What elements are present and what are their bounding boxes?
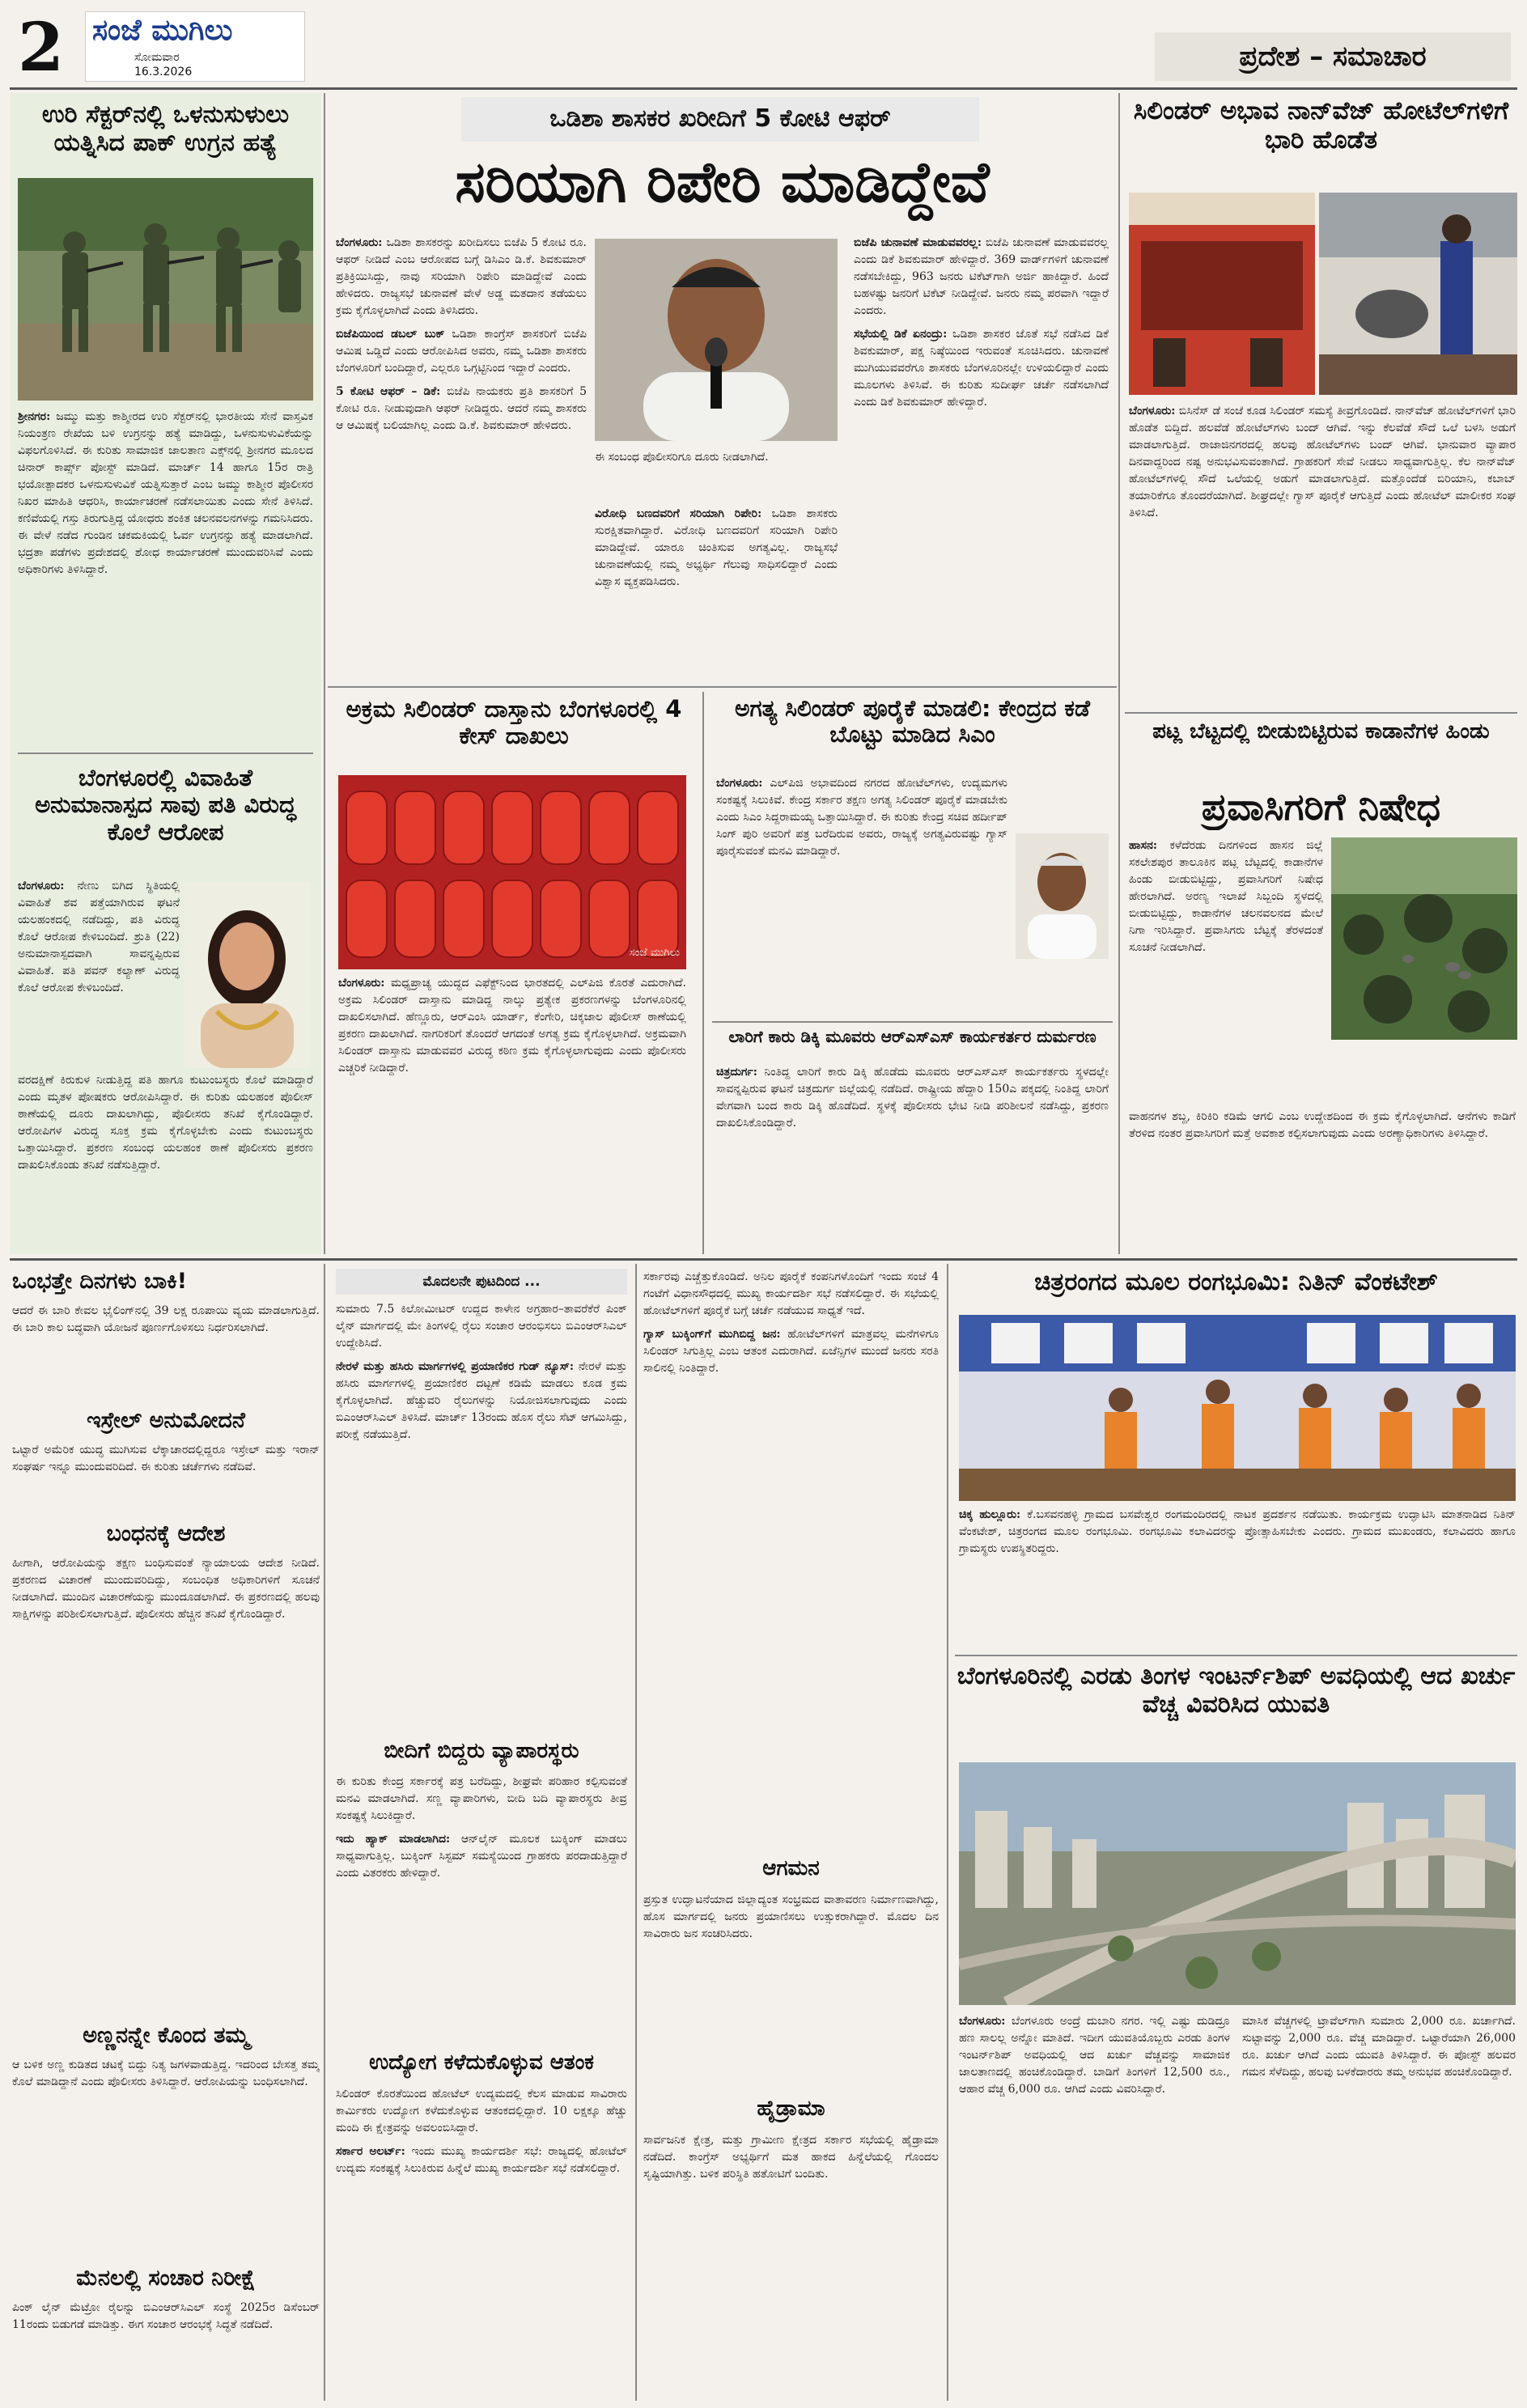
wife-death-body-top: ನೇಣು ಬಿಗಿದ ಸ್ಥಿತಿಯಲ್ಲಿ ವಿವಾಹಿತೆ ಶವ ಪತ್ತೆಯಾಗಿರುವ ಘಟನೆ ಯಲಹಂಕದಲ್ಲಿ ನಡೆದಿದ್ದು, ಪತಿ ವಿರುದ್ಧ ಕೊಲೆ ಆರೋಪ ಕೇಳಿಬಂದಿದೆ. ಶ್ರುತಿ (22) ಅನುಮಾನಾಸ್ಪದವಾಗಿ ಸಾವನ್ನಪ್ಪಿರುವ ವಿವಾಹಿತೆ. ಪತಿ ಪವನ್ ಕಲ್ಯಾಣ್ ವಿರುದ್ಧ ಕೊಲೆ ಆರೋಪ ಕೇಳಿಬಂದಿದೆ. (18, 880, 180, 994)
lead-column-2 (595, 506, 838, 680)
lead-col1b-text: ಒಡಿಶಾ ಕಾಂಗ್ರೆಸ್ ಶಾಸಕರಿಗೆ ಬಿಜೆಪಿ ಆಮಿಷ ಒಡ್ಡಿದೆ ಎಂದು ಆರೋಪಿಸಿದ ಅವರು, ನಮ್ಮ ಒಡಿಶಾ ಶಾಸಕರು ಬೆಂಗಳೂರಿಗೆ ಬಂದಿದ್ದಾರೆ, ಎಲ್ಲರೂ ಒಗ್ಗಟ್ಟಿನಿಂದ ಇದ್ದಾರೆ ಎಂದರು. (336, 328, 587, 375)
city-illustration (959, 1762, 1516, 2005)
wife-death-headline: ಬೆಂಗಳೂರಲ್ಲಿ ವಿವಾಹಿತೆ ಅನುಮಾನಾಸ್ಪದ ಸಾವು ಪತಿ ವಿರುದ್ಧ ಕೊಲೆ ಆರೋಪ (35, 765, 296, 846)
intern-body-2: ಮಾಸಿಕ ವೆಚ್ಚಗಳಲ್ಲಿ ಟ್ರಾವೆಲ್‌ಗಾಗಿ ಸುಮಾರು 2,000 ರೂ. ಖರ್ಚಾಗಿದೆ. ಸುಟ್ಟಾವನ್ನು 2,000 ರೂ. ವೆಚ್ಚ ಮಾಡಿದ್ದಾರೆ. ಒಟ್ಟಾರೆಯಾಗಿ 26,000 ರೂ. ಖರ್ಚು ಆಗಿದೆ ಎಂದು ಯುವತಿ ತಿಳಿಸಿದ್ದಾರೆ. ಈ ಪೋಸ್ಟ್ ಹಲವರ ಗಮನ ಸೆಳೆದಿದ್ದು, ಹಲವು ಬಳಕೆದಾರರು ತಮ್ಮ ಅನುಭವ ಹಂಚಿಕೊಂಡಿದ್ದಾರೆ. (1242, 2015, 1516, 2079)
theatre-event-photo (959, 1315, 1516, 1501)
logo-left-word: ಸಂಜೆ (92, 14, 142, 47)
lead-col2-text: ಒಡಿಶಾ ಶಾಸಕರು ಸುರಕ್ಷಿತವಾಗಿದ್ದಾರೆ. ವಿರೋಧಿ ಬಣದವರಿಗೆ ಸರಿಯಾಗಿ ರಿಪೇರಿ ಮಾಡಿದ್ದೇವೆ. ಯಾರೂ ಚಿಂತಿಸುವ ಅಗತ್ಯವಿಲ್ಲ. ರಾಜ್ಯಸಭೆ ಚುನಾವಣೆಯಲ್ಲಿ ನಮ್ಮ ಅಭ್ಯರ್ಥಿ ಗೆಲುವು ಸಾಧಿಸಲಿದ್ದಾರೆ ಎಂದು ವಿಶ್ವಾಸ ವ್ಯಕ್ತಪಡಿಸಿದರು. (595, 507, 838, 588)
intern-body (959, 2013, 1230, 2402)
cylinder-cases-headline: ಅಕ್ರಮ ಸಿಲಿಂಡರ್ ದಾಸ್ತಾನು ಬೆಂಗಳೂರಲ್ಲಿ 4 ಕೇಸ್ ದಾಖಲು (346, 696, 682, 750)
theatre-headline: ಚಿತ್ರರಂಗದ ಮೂಲ ರಂಗಭೂಮಿ: ನಿತಿನ್ ವೆಂಕಟೇಶ್ (1034, 1269, 1438, 1296)
vendors-s2: ಇದು ಹ್ಯಾಕ್ ಮಾಡಲಾಗಿದ: (336, 1833, 451, 1846)
elephants-small-headline: ಪಟ್ಲ ಬೆಟ್ಟದಲ್ಲಿ ಬೀಡುಬಿಟ್ಟಿರುವ ಕಾಡಾನೆಗಳ ಹಿಂಡು (1152, 720, 1490, 744)
column-rule (702, 692, 704, 1254)
lead-column-3 (854, 235, 1109, 680)
lead-col3-text: ಬಿಜೆಪಿ ಚುನಾವಣೆ ಮಾಡುವವರಲ್ಲ ಎಂದು ಡಿಕೆ ಶಿವಕುಮಾರ್ ಹೇಳಿದ್ದಾರೆ. 369 ವಾರ್ಡ್‌ಗಳಿಗೆ ಚುನಾವಣೆ ನಡೆಸಬೇಕಿದ್ದು, 963 ಜನರು ಟಿಕೆಟ್‌ಗಾಗಿ ಅರ್ಜಿ ಹಾಕಿದ್ದಾರೆ. ಹಿಂದೆ ಬಹಳಷ್ಟು ಜನರಿಗೆ ಟಿಕೆಟ್ ನೀಡಿದ್ದೇವೆ. ಜನರು ನಮ್ಮ ಪರವಾಗಿ ಇದ್ದಾರೆ ಎಂದರು. (854, 236, 1109, 317)
hotels-text: ಬಿಸಿನೆಸ್ ಡೆ ಸಂಜೆ ಕೂಡ ಸಿಲಿಂಡರ್ ಸಮಸ್ಯೆ ತೀವ್ರಗೊಂಡಿದೆ. ನಾನ್‌ವೆಜ್ ಹೋಟೆಲ್‌ಗಳಿಗೆ ಭಾರಿ ಹೊಡೆತ ಬಿದ್ದಿದೆ. ಹಲವೆಡೆ ಹೋಟೆಲ್‌ಗಳು ಬಂದ್ ಆಗಿವೆ. ಇನ್ನು ಕೆಲವೆಡೆ ಸೌದೆ ಒಲೆ ಬಳಸಿ ಅಡುಗೆ ಮಾಡಲಾಗುತ್ತಿದೆ. ರಾಜಾಜಿನಗರದಲ್ಲಿ ಹಲವು ಹೋಟೆಲ್‌ಗಳು ಬಂದ್ ಆಗಿವೆ. ಭಾನುವಾರ ವ್ಯಾಪಾರ ದಿನವಾದ್ದರಿಂದ ನಷ್ಟ ಅನುಭವಿಸುವಂತಾಗಿದೆ. ಗ್ರಾಹಕರಿಗೆ ಸೇವೆ ನೀಡಲು ಸಾಧ್ಯವಾಗುತ್ತಿಲ್ಲ. ಕೆಲ ನಾನ್‌ವೆಜ್ ಹೋಟೆಲ್‌ಗಳಲ್ಲಿ ಸೌದೆ ಒಲೆಯಲ್ಲಿ ಅಡುಗೆ ಮಾಡಲಾಗುತ್ತಿದೆ. ಮತ್ತೊಂದೆಡೆ ಬಿರಿಯಾನಿ, ಕಬಾಬ್ ತಯಾರಿಕೆಗೂ ತೊಂದರೆಯಾಗಿದೆ. ಶೀಘ್ರದಲ್ಲೇ ಗ್ಯಾಸ್ ಪೂರೈಕೆ ಆಗುತ್ತಿದೆ ಎಂದು ಹೋಟೆಲ್ ಮಾಲೀಕರ ಸಂಘ ತಿಳಿಸಿದೆ. (1129, 405, 1516, 519)
elephants-dateline: ಹಾಸನ: (1129, 839, 1158, 852)
accident-body (716, 1064, 1109, 1254)
brief-4-body: ಆ ಬಳಿಕ ಅಣ್ಣ ಕುಡಿತದ ಚಟಕ್ಕೆ ಬಿದ್ದು ನಿತ್ಯ ಜಗಳವಾಡುತ್ತಿದ್ದ. ಇದರಿಂದ ಬೇಸತ್ತ ತಮ್ಮ ಕೊಲೆ ಮಾಡಿದ್ದಾನೆ ಎಂದು ಪೊಲೀಸರು ತಿಳಿಸಿದ್ದಾರೆ. ಆರೋಪಿಯನ್ನು ಬಂಧಿಸಲಾಗಿದೆ. (12, 2058, 320, 2088)
masthead-weekday: ಸೋಮವಾರ (134, 51, 180, 64)
jobs-c3b: ಇಂದು ಮುಖ್ಯ ಕಾರ್ಯದರ್ಶಿ ಸಭೆ: ರಾಜ್ಯದಲ್ಲಿ ಹೋಟೆಲ್ ಉದ್ಯಮ ಸಂಕಷ್ಟಕ್ಕೆ ಸಿಲುಕಿರುವ ಹಿನ್ನೆಲೆ ಮುಖ್ಯ ಕಾರ್ಯದರ್ಶಿ ಸಭೆ ನಡೆಸಲಿದ್ದಾರೆ. (336, 2145, 627, 2175)
logo-title (92, 14, 232, 48)
uri-headline: ಉರಿ ಸೆಕ್ಟರ್‌ನಲ್ಲಿ ಒಳನುಸುಳುಲು ಯತ್ನಿಸಿದ ಪಾಕ್ ಉಗ್ರನ ಹತ್ಯೆ (41, 101, 290, 157)
accident-dateline: ಚಿತ್ರದುರ್ಗ: (716, 1066, 757, 1079)
brief-2-headline: ಇಸ್ರೇಲ್ ಅನುಮೋದನೆ (87, 1408, 245, 1433)
uri-dateline: ಶ್ರೀನಗರ: (18, 410, 51, 423)
page-number: 2 (18, 9, 65, 87)
uri-body: ಜಮ್ಮು ಮತ್ತು ಕಾಶ್ಮೀರದ ಉರಿ ಸೆಕ್ಟರ್‌ನಲ್ಲಿ ಭಾರತೀಯ ಸೇನೆ ವಾಸ್ತವಿಕ ನಿಯಂತ್ರಣ ರೇಖೆಯ ಬಳಿ ಉಗ್ರನನ್ನು ಹತ್ಯೆ ಮಾಡಿದ್ದು, ಒಳನುಸುಳುವಿಕೆಯನ್ನು ವಿಫಲಗೊಳಿಸಿದೆ. ಈ ಕುರಿತು ಸಾಮಾಜಿಕ ಜಾಲತಾಣ ಎಕ್ಸ್‌ನಲ್ಲಿ ಶ್ರೀನಗರ ಮೂಲದ ಚಿನಾರ್ ಕಾರ್ಪ್ಸ್ ಪೋಸ್ಟ್ ಮಾಡಿದೆ. ಮಾರ್ಚ್ 14 ಹಾಗೂ 15ರ ರಾತ್ರಿ ಭಯೋತ್ಪಾದಕರ ಒಳನುಸುಳುವಿಕೆ ಯತ್ನಿಸುತ್ತಾರೆ ಎಂಬ ಜಮ್ಮು ಕಾಶ್ಮೀರ ಪೊಲೀಸರ ನಿಖರ ಮಾಹಿತಿ ಆಧರಿಸಿ, ಕಾರ್ಯಾಚರಣೆ ನಡೆಸಲಾಯಿತು ಎಂದು ಸೇನೆ ತಿಳಿಸಿದೆ. ಕಣಿವೆಯಲ್ಲಿ ಗಸ್ತು ತಿರುಗುತ್ತಿದ್ದ ಯೋಧರು ಶಂಕಿತ ಚಲನವಲನಗಳನ್ನು ಗಮನಿಸಿದರು. ಈ ವೇಳೆ ನಡೆದ ಗುಂಡಿನ ಚಕಮಕಿಯಲ್ಲಿ ಓರ್ವ ಉಗ್ರನನ್ನು ಹತ್ಯೆ ಮಾಡಲಾಗಿದೆ. ಭದ್ರತಾ ಪಡೆಗಳು ಪ್ರದೇಶದಲ್ಲಿ ಶೋಧ ಕಾರ್ಯಾಚರಣೆ ಮುಂದುವರಿಸಿವೆ ಎಂದು ಅಧಿಕಾರಿಗಳು ತಿಳಿಸಿದ್ದಾರೆ. (18, 410, 313, 576)
kitchen-illustration (1319, 193, 1517, 395)
lead-col1c-text: ಬಿಜೆಪಿ ನಾಯಕರು ಪ್ರತಿ ಶಾಸಕರಿಗೆ 5 ಕೋಟಿ ರೂ. ನೀಡುವುದಾಗಿ ಆಫರ್ ನೀಡಿದ್ದರು. ಆದರೆ ನಮ್ಮ ಶಾಸಕರು ಆ ಆಮಿಷಕ್ಕೆ ಬಲಿಯಾಗಿಲ್ಲ ಎಂದು ಡಿ.ಕೆ. ಶಿವಕುಮಾರ್ ಹೇಳಿದರು. (336, 385, 587, 432)
logo-right-word: ಮುಗಿಲು (151, 14, 233, 47)
continued-label: ಮೊದಲನೇ ಪುಟದಿಂದ ... (336, 1269, 627, 1295)
stage-illustration (959, 1315, 1516, 1501)
lead-sub1: ಬಿಜೆಪಿಯಿಂದ ಡಬಲ್ ಬುಕ್ (336, 328, 445, 341)
accident-text: ನಿಂತಿದ್ದ ಲಾರಿಗೆ ಕಾರು ಡಿಕ್ಕಿ ಹೊಡೆದು ಮೂವರು ಆರ್‌ಎಸ್‌ಎಸ್ ಕಾರ್ಯಕರ್ತರು ಸ್ಥಳದಲ್ಲೇ ಸಾವನ್ನಪ್ಪಿರುವ ಘಟನೆ ಚಿತ್ರದುರ್ಗ ಜಿಲ್ಲೆಯಲ್ಲಿ ನಡೆದಿದೆ. ರಾಷ್ಟ್ರೀಯ ಹೆದ್ದಾರಿ 150ಎ ಪಕ್ಕದಲ್ಲಿ ನಿಂತಿದ್ದ ಲಾರಿಗೆ ವೇಗವಾಗಿ ಬಂದ ಕಾರು ಡಿಕ್ಕಿ ಹೊಡೆದಿದೆ. ಸ್ಥಳಕ್ಕೆ ಪೊಲೀಸರು ಭೇಟಿ ನೀಡಿ ಪರಿಶೀಲನೆ ನಡೆಸಿದ್ದು, ಪ್ರಕರಣ ದಾಖಲಿಸಿಕೊಂಡಿದ್ದಾರೆ. (716, 1066, 1109, 1130)
brief-1-body: ಆದರೆ ಈ ಬಾರಿ ಕೇವಲ ಭೈಲಿಂಗ್‌ನಲ್ಲಿ 39 ಲಕ್ಷ ರೂಪಾಯಿ ವ್ಯಯ ಮಾಡಲಾಗುತ್ತಿದೆ. ಈ ಬಾರಿ ಕಾಲ ಬದ್ಧವಾಗಿ ಯೋಜನೆ ಪೂರ್ಣಗೊಳಿಸಲು ನಿರ್ಧರಿಸಲಾಗಿದೆ. (12, 1304, 320, 1334)
cm-portrait (1016, 833, 1109, 959)
cm-divider (712, 1021, 1113, 1023)
elephants-body-2: ವಾಹನಗಳ ಶಬ್ದ, ಕಿರಿಕಿರಿ ಕಡಿಮೆ ಆಗಲಿ ಎಂಬ ಉದ್ದೇಶದಿಂದ ಈ ಕ್ರಮ ಕೈಗೊಳ್ಳಲಾಗಿದೆ. ಆನೆಗಳು ಕಾಡಿಗೆ ತೆರಳಿದ ನಂತರ ಪ್ರವಾಸಿಗರಿಗೆ ಮತ್ತೆ ಅವಕಾಶ ಕಲ್ಪಿಸಲಾಗುವುದು ಎಂದು ಅರಣ್ಯಾಧಿಕಾರಿಗಳು ತಿಳಿಸಿದ್ದಾರೆ. (1129, 1110, 1516, 1140)
cm-letter-dateline: ಬೆಂಗಳೂರು: (716, 777, 763, 790)
sidebar-divider (18, 752, 313, 754)
continued-c1: ಸುಮಾರು 7.5 ಕಿಲೋಮೀಟರ್ ಉದ್ದದ ಕಾಳೇನ ಅಗ್ರಹಾರ–ತಾವರೆಕೆರೆ ಪಿಂಕ್ ಲೈನ್ ಮಾರ್ಗದಲ್ಲಿ ಮೇ ತಿಂಗಳಲ್ಲಿ ರೈಲು ಸಂಚಾರ ಆರಂಭಿಸಲು ಬಿಎಂಆರ್‌ಸಿಎಲ್ ಉದ್ದೇಶಿಸಿದೆ. (336, 1303, 627, 1350)
hotels-divider (1125, 712, 1517, 714)
jobs-s3: ಸರ್ಕಾರ ಅಲರ್ಟ್: (336, 2145, 405, 2158)
cm-letter-text: ಎಲ್‌ಪಿಜಿ ಅಭಾವದಿಂದ ನಗರದ ಹೋಟೆಲ್‌ಗಳು, ಉದ್ಯಮಗಳು ಸಂಕಷ್ಟಕ್ಕೆ ಸಿಲುಕಿವೆ. ಕೇಂದ್ರ ಸರ್ಕಾರ ತಕ್ಷಣ ಅಗತ್ಯ ಸಿಲಿಂಡರ್ ಪೂರೈಕೆ ಮಾಡಬೇಕು ಎಂದು ಸಿಎಂ ಸಿದ್ದರಾಮಯ್ಯ ಒತ್ತಾಯಿಸಿದ್ದಾರೆ. ಈ ಕುರಿತು ಕೇಂದ್ರ ಸಚಿವ ಹರ್ದೀಪ್ ಸಿಂಗ್ ಪುರಿ ಅವರಿಗೆ ಪತ್ರ ಬರೆದಿರುವ ಅವರು, ರಾಜ್ಯಕ್ಕೆ ಅಗತ್ಯವಿರುವಷ್ಟು ಗ್ಯಾಸ್ ಪೂರೈಸುವಂತೆ ಮನವಿ ಮಾಡಿದ್ದಾರೆ. (716, 777, 1007, 858)
brief-3-headline: ಬಂಧನಕ್ಕೆ ಆದೇಶ (106, 1521, 226, 1546)
continued2-c1: ಸರ್ಕಾರವು ಎಚ್ಚೆತ್ತುಕೊಂಡಿದೆ. ಅನಿಲ ಪೂರೈಕೆ ಕಂಪನಿಗಳೊಂದಿಗೆ ಇಂದು ಸಂಜೆ 4 ಗಂಟೆಗೆ ವಿಧಾನಸೌಧದಲ್ಲಿ ಮುಖ್ಯ ಕಾರ್ಯದರ್ಶಿ ಸಭೆ ನಡೆಸಲಿದ್ದಾರೆ. ಈ ಸಭೆಯಲ್ಲಿ ಹೋಟೆಲ್‌ಗಳಿಗೆ ಪೂರೈಕೆ ಬಗ್ಗೆ ಚರ್ಚೆ ನಡೆಯುವ ಸಾಧ್ಯತೆ ಇದೆ. (643, 1270, 939, 1317)
woman-portrait (185, 882, 310, 1068)
lead-sub3: ವಿರೋಧಿ ಬಣದವರಿಗೆ ಸರಿಯಾಗಿ ರಿಪೇರಿ: (595, 507, 762, 520)
intern-text: ಬೆಂಗಳೂರು ಅಂದ್ರೆ ದುಬಾರಿ ನಗರ. ಇಲ್ಲಿ ಎಷ್ಟು ದುಡಿದ್ರೂ ಹಣ ಸಾಲಲ್ಲ ಅನ್ನೋ ಮಾತಿದೆ. ಇದೀಗ ಯುವತಿಯೊಬ್ಬರು ಎರಡು ತಿಂಗಳ ಇಂಟರ್ನ್‌ಶಿಪ್ ಅವಧಿಯಲ್ಲಿ ಆದ ಖರ್ಚು ವೆಚ್ಚವನ್ನು ಸಾಮಾಜಿಕ ಜಾಲತಾಣದಲ್ಲಿ ಹಂಚಿಕೊಂಡಿದ್ದಾರೆ. ಬಾಡಿಗೆ ತಿಂಗಳಿಗೆ 12,500 ರೂ., ಆಹಾರ ವೆಚ್ಚ 6,000 ರೂ. ಆಗಿದೆ ಎಂದು ವಿವರಿಸಿದ್ದಾರೆ. (959, 2015, 1230, 2096)
lead-sub5: ಸಭೆಯಲ್ಲಿ ಡಿಕೆ ಏನಂದ್ರು: (854, 328, 948, 341)
vendors-body (336, 1774, 627, 2049)
fold-rule (10, 1258, 1517, 1261)
cylinders-photo (338, 775, 686, 969)
column-rule (324, 1264, 325, 2401)
cm-letter-headline: ಅಗತ್ಯ ಸಿಲಿಂಡರ್ ಪೂರೈಕೆ ಮಾಡಲಿ: ಕೇಂದ್ರದ ಕಡೆ ಬೊಟ್ಟು ಮಾಡಿದ ಸಿಎಂ (735, 696, 1090, 748)
lead-sub2: 5 ಕೋಟಿ ಆಫರ್ – ಡಿಕೆ: (336, 385, 441, 398)
jobs-c3: ಸಿಲಿಂಡರ್ ಕೊರತೆಯಿಂದ ಹೋಟೆಲ್ ಉದ್ಯಮದಲ್ಲಿ ಕೆಲಸ ಮಾಡುವ ಸಾವಿರಾರು ಕಾರ್ಮಿಕರು ಉದ್ಯೋಗ ಕಳೆದುಕೊಳ್ಳುವ ಆತಂಕದಲ್ಲಿದ್ದಾರೆ. 10 ಲಕ್ಷಕ್ಕೂ ಹೆಚ್ಚು ಮಂದಿ ಈ ಕ್ಷೇತ್ರವನ್ನು ಅವಲಂಬಿಸಿದ್ದಾರೆ. (336, 2088, 627, 2135)
jobs-headline: ಉದ್ಯೋಗ ಕಳೆದುಕೊಳ್ಳುವ ಆತಂಕ (369, 2051, 594, 2075)
soldiers-illustration (18, 178, 313, 401)
intern-dateline: ಬೆಂಗಳೂರು: (959, 2015, 1006, 2028)
column-rule (324, 93, 325, 1254)
continued2-c1b: ಹೋಟೆಲ್‌ಗಳಿಗೆ ಮಾತ್ರವಲ್ಲ ಮನೆಗಳಿಗೂ ಸಿಲಿಂಡರ್ ಸಿಗುತ್ತಿಲ್ಲ ಎಂಬ ಆತಂಕ ಎದುರಾಗಿದೆ. ಏಜೆನ್ಸಿಗಳ ಮುಂದೆ ಜನರು ಸರತಿ ಸಾಲಿನಲ್ಲಿ ನಿಂತಿದ್ದಾರೆ. (643, 1328, 939, 1375)
lead-bottom-rule (328, 686, 1117, 688)
hotel-kitchen-photo (1319, 193, 1517, 395)
elephants-photo (1331, 837, 1517, 1040)
drama-body: ಸಾರ್ವಜನಿಕ ಕ್ಷೇತ್ರ, ಮತ್ತು ಗ್ರಾಮೀಣ ಕ್ಷೇತ್ರದ ಸರ್ಕಾರ ಸಭೆಯಲ್ಲಿ ಹೈಡ್ರಾಮಾ ನಡೆದಿದೆ. ಕಾಂಗ್ರೆಸ್ ಅಭ್ಯರ್ಥಿಗೆ ಮತ ಹಾಕದ ಹಿನ್ನೆಲೆಯಲ್ಲಿ ಗೊಂದಲ ಸೃಷ್ಟಿಯಾಗಿತ್ತು. ಬಳಿಕ ಪರಿಸ್ಥಿತಿ ಹತೋಟಿಗೆ ಬಂದಿತು. (643, 2134, 939, 2181)
lead-dateline: ಬೆಂಗಳೂರು: (336, 236, 383, 249)
theatre-body (959, 1507, 1516, 1652)
speaker-illustration (595, 239, 838, 441)
photo-watermark: ಸಂಜೆ ಮುಗಿಲು (629, 947, 680, 959)
cylinder-cases-dateline: ಬೆಂಗಳೂರು: (338, 977, 385, 990)
brief-3-body: ಹೀಗಾಗಿ, ಆರೋಪಿಯನ್ನು ತಕ್ಷಣ ಬಂಧಿಸುವಂತೆ ನ್ಯಾಯಾಲಯ ಆದೇಶ ನೀಡಿದೆ. ಪ್ರಕರಣದ ವಿಚಾರಣೆ ಮುಂದುವರಿದಿದ್ದು, ಸಂಬಂಧಿತ ಅಧಿಕಾರಿಗಳಿಗೆ ಸೂಚನೆ ನೀಡಲಾಗಿದೆ. ಮುಂದಿನ ವಿಚಾರಣೆಯನ್ನು ಮುಂದೂಡಲಾಗಿದೆ. ಈ ಪ್ರಕರಣದಲ್ಲಿ ಹಲವು ಸಾಕ್ಷಿಗಳನ್ನು ಪರಿಶೀಲಿಸಲಾಗುತ್ತಿದೆ. ಪೊಲೀಸರು ಹೆಚ್ಚಿನ ತನಿಖೆ ಕೈಗೊಂಡಿದ್ದಾರೆ. (12, 1557, 320, 1621)
column-rule (947, 1264, 948, 2401)
wife-death-dateline: ಬೆಂಗಳೂರು: (18, 880, 65, 892)
brief-4-headline: ಅಣ್ಣನನ್ನೇ ಕೊಂದ ತಮ್ಮ (83, 2023, 249, 2048)
dk-shivakumar-photo (595, 239, 838, 441)
brief-1-headline: ಒಂಭತ್ತೇ ದಿನಗಳು ಬಾಕಿ! (12, 1269, 188, 1294)
hillside-illustration (1331, 837, 1517, 1040)
hotels-headline: ಸಿಲಿಂಡರ್ ಅಭಾವ ನಾನ್‌ವೆಜ್ ಹೋಟೆಲ್‌ಗಳಿಗೆ ಭಾರಿ ಹೊಡೆತ (1133, 97, 1509, 155)
lead-col1-text: ಒಡಿಶಾ ಶಾಸಕರನ್ನು ಖರೀದಿಸಲು ಬಿಜೆಪಿ 5 ಕೋಟಿ ರೂ. ಆಫರ್ ನೀಡಿದೆ ಎಂಬ ಆರೋಪದ ಬಗ್ಗೆ ಡಿಸಿಎಂ ಡಿ.ಕೆ. ಶಿವಕುಮಾರ್ ಪ್ರತಿಕ್ರಿಯಿಸಿದ್ದು, ನಾವು ಸರಿಯಾಗಿ ರಿಪೇರಿ ಮಾಡಿದ್ದೇವೆ ಎಂದು ಹೇಳಿದರು. ರಾಜ್ಯಸಭೆ ಚುನಾವಣೆ ವೇಳೆ ಅಡ್ಡ ಮತದಾನ ತಡೆಯಲು ಕ್ರಮ ಕೈಗೊಳ್ಳಲಾಗಿದೆ ಎಂದು ತಿಳಿಸಿದರು. (336, 236, 587, 317)
hotel-storefront-photo (1129, 193, 1315, 395)
cylinders-illustration (338, 775, 686, 969)
hotels-body (1129, 403, 1516, 702)
continued2-s1: ಗ್ಯಾಸ್ ಬುಕ್ಕಿಂಗ್‌ಗೆ ಮುಗಿಬಿದ್ದ ಜನ: (643, 1328, 781, 1341)
cm-letter-body (716, 775, 1007, 1018)
brief-5-body: ಪಿಂಕ್ ಲೈನ್ ಮೆಟ್ರೋ ರೈಲನ್ನು ಬಿಎಂಆರ್‌ಸಿಎಲ್ ಸಂಸ್ಥೆ 2025ರ ಡಿಸೆಂಬರ್ 11ರಂದು ಬಿಡುಗಡೆ ಮಾಡಿತ್ತು. ಈಗ ಸಂಚಾರ ಆರಂಭಕ್ಕೆ ಸಿದ್ಧತೆ ನಡೆದಿದೆ. (12, 2301, 320, 2331)
jobs-body (336, 2086, 627, 2402)
drama-headline: ಹೈಡ್ರಾಮಾ (757, 2097, 825, 2121)
wife-death-top-body (18, 878, 180, 1064)
lead-photo-caption: ಈ ಸಂಬಂಧ ಪೊಲೀಸರಿಗೂ ದೂರು ನೀಡಲಾಗಿದೆ. (595, 451, 769, 464)
lead-col3b-text: ಒಡಿಶಾ ಶಾಸಕರ ಜೊತೆ ಸಭೆ ನಡೆಸಿದ ಡಿಕೆ ಶಿವಕುಮಾರ್, ಪಕ್ಷ ನಿಷ್ಠೆಯಿಂದ ಇರುವಂತೆ ಸೂಚಿಸಿದರು. ಚುನಾವಣೆ ಮುಗಿಯುವವರೆಗೂ ಶಾಸಕರು ಬೆಂಗಳೂರಿನಲ್ಲೇ ಉಳಿಯಲಿದ್ದಾರೆ ಎಂದು ಮೂಲಗಳು ತಿಳಿಸಿವೆ. ಈ ಕುರಿತು ಸುದೀರ್ಘ ಚರ್ಚೆ ನಡೆಸಲಾಗಿದೆ ಎಂದು ಡಿಕೆ ಶಿವಕುಮಾರ್ ಹೇಳಿದ್ದಾರೆ. (854, 328, 1109, 409)
vendors-c2: ಈ ಕುರಿತು ಕೇಂದ್ರ ಸರ್ಕಾರಕ್ಕೆ ಪತ್ರ ಬರೆದಿದ್ದು, ಶೀಘ್ರವೇ ಪರಿಹಾರ ಕಲ್ಪಿಸುವಂತೆ ಮನವಿ ಮಾಡಲಾಗಿದೆ. ಸಣ್ಣ ವ್ಯಾಪಾರಿಗಳು, ಬೀದಿ ಬದಿ ವ್ಯಾಪಾರಸ್ಥರು ತೀವ್ರ ಸಂಕಷ್ಟಕ್ಕೆ ಸಿಲುಕಿದ್ದಾರೆ. (336, 1775, 627, 1822)
uri-article-body (18, 409, 313, 748)
arrival-headline: ಆಗಮನ (762, 1857, 820, 1880)
elephants-big-headline: ಪ್ರವಾಸಿಗರಿಗೆ ನಿಷೇಧ (1201, 785, 1441, 829)
vendors-headline: ಬೀದಿಗೆ ಬಿದ್ದರು ವ್ಯಾಪಾರಸ್ಥರು (384, 1740, 579, 1763)
accident-headline: ಲಾರಿಗೆ ಕಾರು ಡಿಕ್ಕಿ ಮೂವರು ಆರ್‌ಎಸ್‌ಎಸ್ ಕಾರ್ಯಕರ್ತರ ದುರ್ಮರಣ (728, 1028, 1096, 1046)
vendors-c2b: ಆನ್‌ಲೈನ್ ಮೂಲಕ ಬುಕ್ಕಿಂಗ್ ಮಾಡಲು ಸಾಧ್ಯವಾಗುತ್ತಿಲ್ಲ. ಬುಕ್ಕಿಂಗ್ ಸಿಸ್ಟಮ್ ಸಮಸ್ಯೆಯಿಂದ ಗ್ರಾಹಕರು ಪರದಾಡುತ್ತಿದ್ದಾರೆ ಎಂದು ವಿತರಕರು ಹೇಳಿದ್ದಾರೆ. (336, 1833, 627, 1880)
cm-illustration (1016, 833, 1109, 959)
continued-col-2 (643, 1269, 939, 1851)
column-rule (1118, 93, 1120, 1254)
masthead-rule (10, 87, 1517, 90)
cylinder-cases-body (338, 975, 686, 1254)
theatre-text: ಕೆ.ಬಸವನಹಳ್ಳಿ ಗ್ರಾಮದ ಬಸವೇಶ್ವರ ರಂಗಮಂದಿರದಲ್ಲಿ ನಾಟಕ ಪ್ರದರ್ಶನ ನಡೆಯಿತು. ಕಾರ್ಯಕ್ರಮ ಉದ್ಘಾಟಿಸಿ ಮಾತನಾಡಿದ ನಿತಿನ್ ವೆಂಕಟೇಶ್, ಚಿತ್ರರಂಗದ ಮೂಲ ರಂಗಭೂಮಿ. ರಂಗಭೂಮಿ ಕಲಾವಿದರನ್ನು ಪ್ರೋತ್ಸಾಹಿಸಬೇಕು ಎಂದರು. ಗ್ರಾಮದ ಮುಖಂಡರು, ಕಲಾವಿದರು ಹಾಗೂ ಗ್ರಾಮಸ್ಥರು ಉಪಸ್ಥಿತರಿದ್ದರು. (959, 1508, 1516, 1555)
wife-death-bottom-body: ವರದಕ್ಷಿಣೆ ಕಿರುಕುಳ ನೀಡುತ್ತಿದ್ದ ಪತಿ ಹಾಗೂ ಕುಟುಂಬಸ್ಥರು ಕೊಲೆ ಮಾಡಿದ್ದಾರೆ ಎಂದು ಮೃತಳ ಪೋಷಕರು ಆರೋಪಿಸಿದ್ದಾರೆ. ಈ ಕುರಿತು ಯಲಹಂಕ ಪೊಲೀಸ್ ಠಾಣೆಯಲ್ಲಿ ದೂರು ದಾಖಲಾಗಿದ್ದು, ಪೊಲೀಸರು ತನಿಖೆ ಕೈಗೊಂಡಿದ್ದಾರೆ. ಆರೋಪಿಗಳ ವಿರುದ್ಧ ಸೂಕ್ತ ಕ್ರಮ ಕೈಗೊಳ್ಳಬೇಕು ಎಂದು ಕುಟುಂಬಸ್ಥರು ಒತ್ತಾಯಿಸಿದ್ದಾರೆ. ಪ್ರಕರಣ ಸಂಬಂಧ ಯಲಹಂಕ ಠಾಣೆ ಪೊಲೀಸರು ಪ್ರಕರಣ ದಾಖಲಿಸಿಕೊಂಡು ತನಿಖೆ ನಡೆಸುತ್ತಿದ್ದಾರೆ. (18, 1074, 313, 1172)
intern-headline: ಬೆಂಗಳೂರಿನಲ್ಲಿ ಎರಡು ತಿಂಗಳ ಇಂಟರ್ನ್‌ಶಿಪ್ ಅವಧಿಯಲ್ಲಿ ಆದ ಖರ್ಚು ವೆಚ್ಚ ವಿವರಿಸಿದ ಯುವತಿ (956, 1663, 1516, 1719)
column-rule (635, 1264, 637, 2401)
masthead-logo (85, 11, 305, 82)
theatre-dateline: ಚಿಕ್ಕ ಹುಲ್ಲೂರು: (959, 1508, 1021, 1521)
lead-sub4: ಬಿಜೆಪಿ ಚುನಾವಣೆ ಮಾಡುವವರಲ್ಲ: (854, 236, 982, 249)
continued-s1: ನೇರಳೆ ಮತ್ತು ಹಸಿರು ಮಾರ್ಗಗಳಲ್ಲಿ ಪ್ರಯಾಣಿಕರ ಗುಡ್ ನ್ಯೂಸ್: (336, 1360, 575, 1373)
portrait-illustration (185, 882, 310, 1068)
brief-2-body: ಒಟ್ಟಾರೆ ಅಮೆರಿಕ ಯುದ್ಧ ಮುಗಿಸುವ ಲೆಕ್ಕಾಚಾರದಲ್ಲಿದ್ದರೂ ಇಸ್ರೇಲ್ ಮತ್ತು ಇರಾನ್ ಸಂಘರ್ಷ ಇನ್ನೂ ಮುಂದುವರಿದಿದೆ. ಈ ಕುರಿತು ಚರ್ಚೆಗಳು ನಡೆದಿವೆ. (12, 1444, 320, 1473)
elephants-text: ಕಳೆದೆರಡು ದಿನಗಳಿಂದ ಹಾಸನ ಜಿಲ್ಲೆ ಸಕಲೇಶಪುರ ತಾಲೂಕಿನ ಪಟ್ಲ ಬೆಟ್ಟದಲ್ಲಿ ಕಾಡಾನೆಗಳ ಹಿಂಡು ಬೀಡುಬಿಟ್ಟಿದ್ದು, ಪ್ರವಾಸಿಗರಿಗೆ ನಿಷೇಧ ಹೇರಲಾಗಿದೆ. ಅರಣ್ಯ ಇಲಾಖೆ ಸಿಬ್ಬಂದಿ ಸ್ಥಳದಲ್ಲಿ ಬೀಡುಬಿಟ್ಟಿದ್ದು, ಕಾಡಾನೆಗಳ ಚಲನವಲನದ ಮೇಲೆ ನಿಗಾ ಇರಿಸಿದ್ದಾರೆ. ಪ್ರವಾಸಿಗರು ಬೆಟ್ಟಕ್ಕೆ ತೆರಳದಂತೆ ಸೂಚನೆ ನೀಡಲಾಗಿದೆ. (1129, 839, 1323, 954)
storefront-illustration (1129, 193, 1315, 395)
soldiers-photo (18, 178, 313, 401)
lead-column-1 (336, 235, 587, 680)
arrival-body: ಪ್ರಸ್ತುತ ಉದ್ಘಾಟನೆಯಾದ ಜಿಲ್ಲಾದ್ಯಂತ ಸಂಭ್ರಮದ ವಾತಾವರಣ ನಿರ್ಮಾಣವಾಗಿದ್ದು, ಹೊಸ ಮಾರ್ಗದಲ್ಲಿ ಜನರು ಪ್ರಯಾಣಿಸಲು ಉತ್ಸುಕರಾಗಿದ್ದಾರೆ. ಮೊದಲ ದಿನ ಸಾವಿರಾರು ಜನ ಸಂಚರಿಸಿದರು. (643, 1893, 939, 1940)
continued-col-1 (336, 1301, 627, 1738)
masthead-date: 16.3.2026 (134, 66, 193, 78)
elephants-body (1129, 837, 1323, 1104)
hotels-dateline: ಬೆಂಗಳೂರು: (1129, 405, 1176, 418)
brief-5-headline: ಮೆನಲಲ್ಲಿ ಸಂಚಾರ ನಿರೀಕ್ಷೆ (76, 2266, 256, 2291)
lead-headline: ಸರಿಯಾಗಿ ರಿಪೇರಿ ಮಾಡಿದ್ದೇವೆ (455, 149, 990, 215)
lead-kicker: ಒಡಿಶಾ ಶಾಸಕರ ಖರೀದಿಗೆ 5 ಕೋಟಿ ಆಫರ್ (461, 97, 979, 142)
bengaluru-city-photo (959, 1762, 1516, 2005)
theatre-divider (955, 1655, 1517, 1656)
continued-c1b: ನೇರಳೆ ಮತ್ತು ಹಸಿರು ಮಾರ್ಗಗಳಲ್ಲಿ ಪ್ರಯಾಣಿಕರ ದಟ್ಟಣೆ ಕಡಿಮೆ ಮಾಡಲು ಕೂಡ ಕ್ರಮ ಕೈಗೊಳ್ಳಲಾಗಿದೆ. ಹೆಚ್ಚುವರಿ ರೈಲುಗಳನ್ನು ನಿಯೋಜಿಸಲಾಗುವುದು ಎಂದು ಬಿಎಂಆರ್‌ಸಿಎಲ್ ತಿಳಿಸಿದೆ. ಮಾರ್ಚ್ 13ರಂದು ಹೊಸ ರೈಲು ಸೆಟ್ ಆಗಮಿಸಿದ್ದು, ಪರೀಕ್ಷೆ ನಡೆಯುತ್ತಿದೆ. (336, 1360, 627, 1441)
cylinder-cases-text: ಮಧ್ಯಪ್ರಾಚ್ಯ ಯುದ್ಧದ ಎಫೆಕ್ಟ್‌ನಿಂದ ಭಾರತದಲ್ಲಿ ಎಲ್‌ಪಿಜಿ ಕೊರತೆ ಎದುರಾಗಿದೆ. ಅಕ್ರಮ ಸಿಲಿಂಡರ್ ದಾಸ್ತಾನು ಮಾಡಿದ್ದ ನಾಲ್ಕು ಪ್ರತ್ಯೇಕ ಪ್ರಕರಣಗಳನ್ನು ಬೆಂಗಳೂರಿನಲ್ಲಿ ದಾಖಲಿಸಲಾಗಿದೆ. ಹೆಣ್ಣೂರು, ಆರ್‌ಎಂಸಿ ಯಾರ್ಡ್, ಕೆಂಗೇರಿ, ಚಿಕ್ಕಜಾಲ ಪೊಲೀಸ್ ಠಾಣೆಯಲ್ಲಿ ಪ್ರಕರಣ ದಾಖಲಾಗಿದೆ. ನಾಗರಿಕರಿಗೆ ತೊಂದರೆ ಆಗದಂತೆ ಅಗತ್ಯ ಕ್ರಮ ಕೈಗೊಳ್ಳಲಾಗಿದೆ. ಅಕ್ರಮವಾಗಿ ಸಿಲಿಂಡರ್ ದಾಸ್ತಾನು ಮಾಡುವವರ ವಿರುದ್ಧ ಕಠಿಣ ಕ್ರಮ ಕೈಗೊಳ್ಳಲಾಗುವುದು ಎಂದು ಪೊಲೀಸರು ಎಚ್ಚರಿಕೆ ನೀಡಿದ್ದಾರೆ. (338, 977, 686, 1075)
section-title: ಪ್ರದೇಶ – ಸಮಾಚಾರ (1155, 32, 1511, 81)
